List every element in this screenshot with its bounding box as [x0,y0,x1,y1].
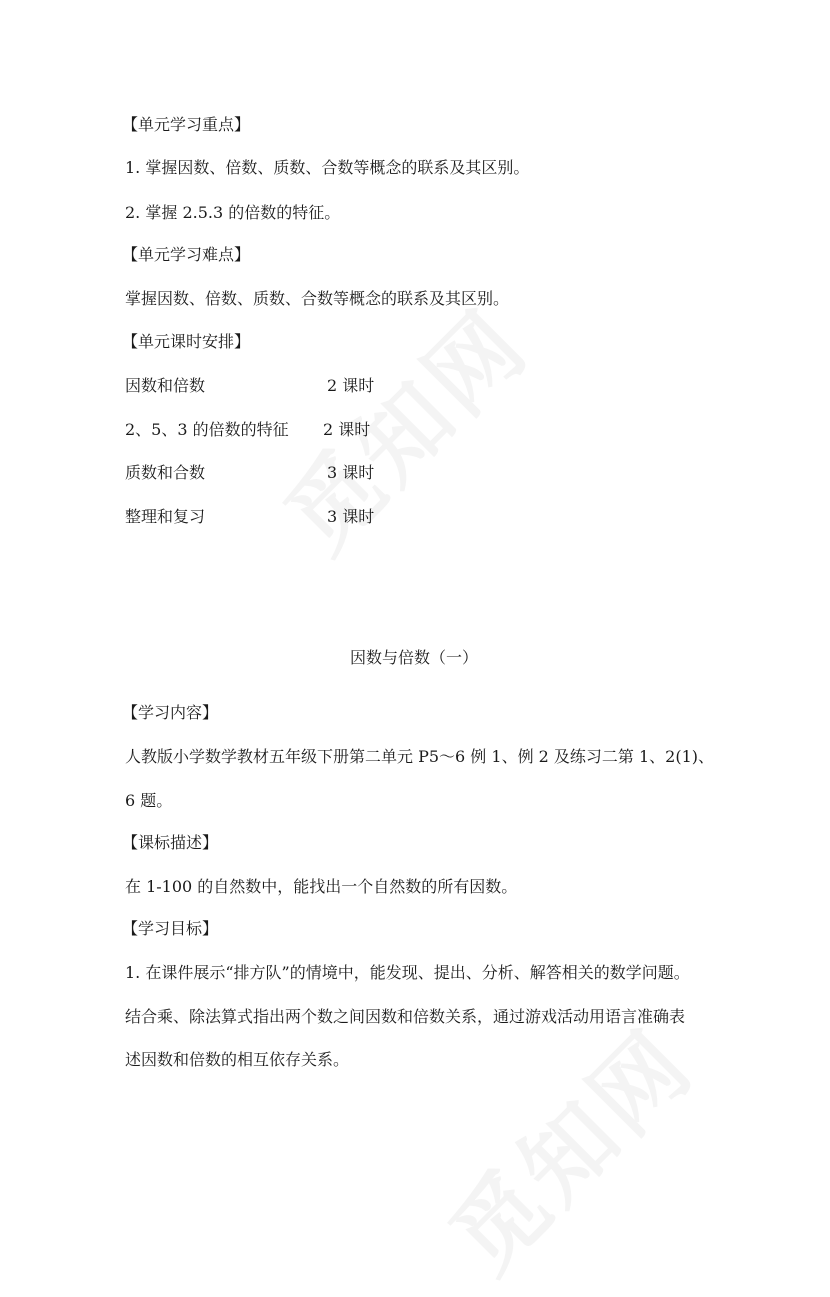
schedule-row-hours: 3 课时 [327,463,375,482]
key-point-2: 2. 掌握 2.5.3 的倍数的特征。 [125,203,341,222]
key-point-1: 1. 掌握因数、倍数、质数、合数等概念的联系及其区别。 [125,158,530,177]
heading-goals: 【学习目标】 [122,919,219,938]
schedule-row-name: 整理和复习 [125,507,206,526]
content-line-1: 人教版小学数学教材五年级下册第二单元 P5～6 例 1、例 2 及练习二第 1、2(1)、 [125,747,715,766]
schedule-row-name: 因数和倍数 [125,376,206,395]
schedule-row-hours: 2 课时 [327,376,375,395]
standard-text: 在 1-100 的自然数中，能找出一个自然数的所有因数。 [125,877,518,896]
schedule-row-hours: 3 课时 [327,507,375,526]
goal-line-3: 述因数和倍数的相互依存关系。 [125,1050,350,1069]
schedule-row-hours: 2 课时 [323,420,371,439]
difficulty-1: 掌握因数、倍数、质数、合数等概念的联系及其区别。 [125,289,510,308]
watermark [251,275,552,576]
heading-standard: 【课标描述】 [122,833,219,852]
heading-difficulties: 【单元学习难点】 [122,245,251,264]
goal-line-2: 结合乘、除法算式指出两个数之间因数和倍数关系，通过游戏活动用语言准确表 [125,1007,686,1026]
heading-key-points: 【单元学习重点】 [122,115,251,134]
goal-line-1: 1. 在课件展示“排方队”的情境中，能发现、提出、分析、解答相关的数学问题。 [125,963,690,982]
heading-schedule: 【单元课时安排】 [122,332,251,351]
content-line-2: 6 题。 [125,791,173,810]
watermark-lower [416,995,717,1296]
heading-content: 【学习内容】 [122,703,219,722]
lesson-title: 因数与倍数（一） [350,648,479,667]
schedule-row-name: 质数和合数 [125,463,206,482]
schedule-row-name: 2、5、3 的倍数的特征 [125,420,289,439]
